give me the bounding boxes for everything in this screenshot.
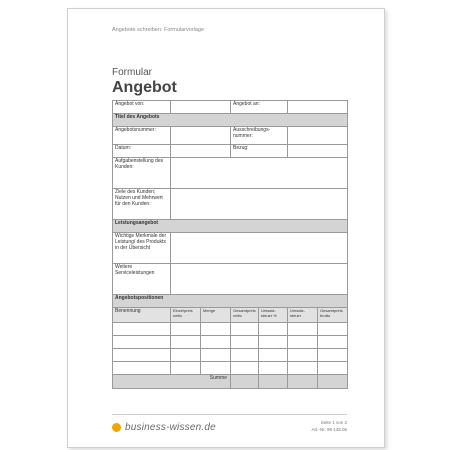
label-angebot-von: Angebot von: <box>113 101 171 114</box>
field-weitere-services[interactable] <box>171 264 348 295</box>
cell[interactable] <box>288 349 318 362</box>
label-ausschreibungsnummer: Ausschreibungs-nummer: <box>231 127 288 145</box>
cell[interactable] <box>113 336 171 349</box>
page-info <box>268 419 347 433</box>
section-titel: Titel des Angebots <box>113 114 348 127</box>
brand-dot-icon <box>112 423 121 432</box>
field-ziele[interactable] <box>171 189 348 220</box>
summe-brutto[interactable] <box>318 375 348 389</box>
field-angebotsnummer[interactable] <box>171 127 231 145</box>
col-umsatzsteuer: Umsatz-steuer <box>288 308 318 323</box>
cell[interactable] <box>113 362 171 375</box>
col-einzelpreis: Einzelpreis netto <box>171 308 201 323</box>
field-datum[interactable] <box>171 145 231 158</box>
field-bezug[interactable] <box>288 145 348 158</box>
cell[interactable] <box>259 362 288 375</box>
cell[interactable] <box>171 336 201 349</box>
footer-divider <box>112 414 347 415</box>
position-row <box>113 349 348 362</box>
page-number: Seite 1 von 2 <box>320 420 347 425</box>
position-row <box>113 362 348 375</box>
col-menge: Menge <box>201 308 231 323</box>
cell[interactable] <box>259 349 288 362</box>
form-title: Angebot <box>112 79 177 96</box>
col-gesamtpreis-netto: Gesamtpreis netto <box>231 308 259 323</box>
field-angebot-von[interactable] <box>171 101 231 114</box>
document-page <box>67 8 385 448</box>
cell[interactable] <box>318 323 348 336</box>
cell[interactable] <box>259 323 288 336</box>
col-umsatzsteuer-prozent: Umsatz-steuer % <box>259 308 288 323</box>
label-datum: Datum: <box>113 145 171 158</box>
brand-logo <box>112 422 216 433</box>
cell[interactable] <box>318 362 348 375</box>
section-angebotspositionen: Angebotspositionen <box>113 295 348 308</box>
field-merkmale[interactable] <box>171 233 348 264</box>
cell[interactable] <box>201 323 231 336</box>
cell[interactable] <box>113 323 171 336</box>
brand-name: business-wissen.de <box>125 422 216 433</box>
cell[interactable] <box>231 336 259 349</box>
cell[interactable] <box>201 336 231 349</box>
header-breadcrumb: Angebote schreiben: Formularvorlage <box>112 27 205 33</box>
cell[interactable] <box>171 362 201 375</box>
cell[interactable] <box>171 349 201 362</box>
article-number: Art.-Nr. 99 148.06 <box>311 427 347 433</box>
section-leistungsangebot: Leistungsangebot <box>113 220 348 233</box>
cell[interactable] <box>288 362 318 375</box>
cell[interactable] <box>318 336 348 349</box>
offer-form-table <box>112 100 348 389</box>
field-angebot-an[interactable] <box>288 101 348 114</box>
cell[interactable] <box>171 323 201 336</box>
cell[interactable] <box>259 336 288 349</box>
cell[interactable] <box>201 349 231 362</box>
col-gesamtpreis-brutto: Gesamtpreis brutto <box>318 308 348 323</box>
field-ausschreibungsnummer[interactable] <box>288 127 348 145</box>
label-angebotsnummer: Angebotsnummer: <box>113 127 171 145</box>
form-kicker: Formular <box>112 67 153 78</box>
label-angebot-an: Angebot an: <box>231 101 288 114</box>
label-aufgabenstellung: Aufgabenstellung des Kunden: <box>113 158 171 189</box>
position-row <box>113 336 348 349</box>
summe-label: Summe <box>113 375 231 389</box>
cell[interactable] <box>288 323 318 336</box>
cell[interactable] <box>288 336 318 349</box>
col-benennung: Benennung <box>113 308 171 323</box>
field-aufgabenstellung[interactable] <box>171 158 348 189</box>
label-ziele: Ziele des Kunden; Nutzen und Mehrwert für den Kunden: <box>113 189 171 220</box>
summe-steuer[interactable] <box>288 375 318 389</box>
cell[interactable] <box>113 349 171 362</box>
label-weitere-services: Weitere Serviceleistungen <box>113 264 171 295</box>
summe-netto[interactable] <box>231 375 259 389</box>
summe-blank <box>259 375 288 389</box>
position-row <box>113 323 348 336</box>
cell[interactable] <box>201 362 231 375</box>
cell[interactable] <box>231 323 259 336</box>
label-merkmale: Wichtige Merkmale der Leistung/ des Produkts in der Übersicht <box>113 233 171 264</box>
cell[interactable] <box>318 349 348 362</box>
cell[interactable] <box>231 362 259 375</box>
label-bezug: Bezug: <box>231 145 288 158</box>
cell[interactable] <box>231 349 259 362</box>
